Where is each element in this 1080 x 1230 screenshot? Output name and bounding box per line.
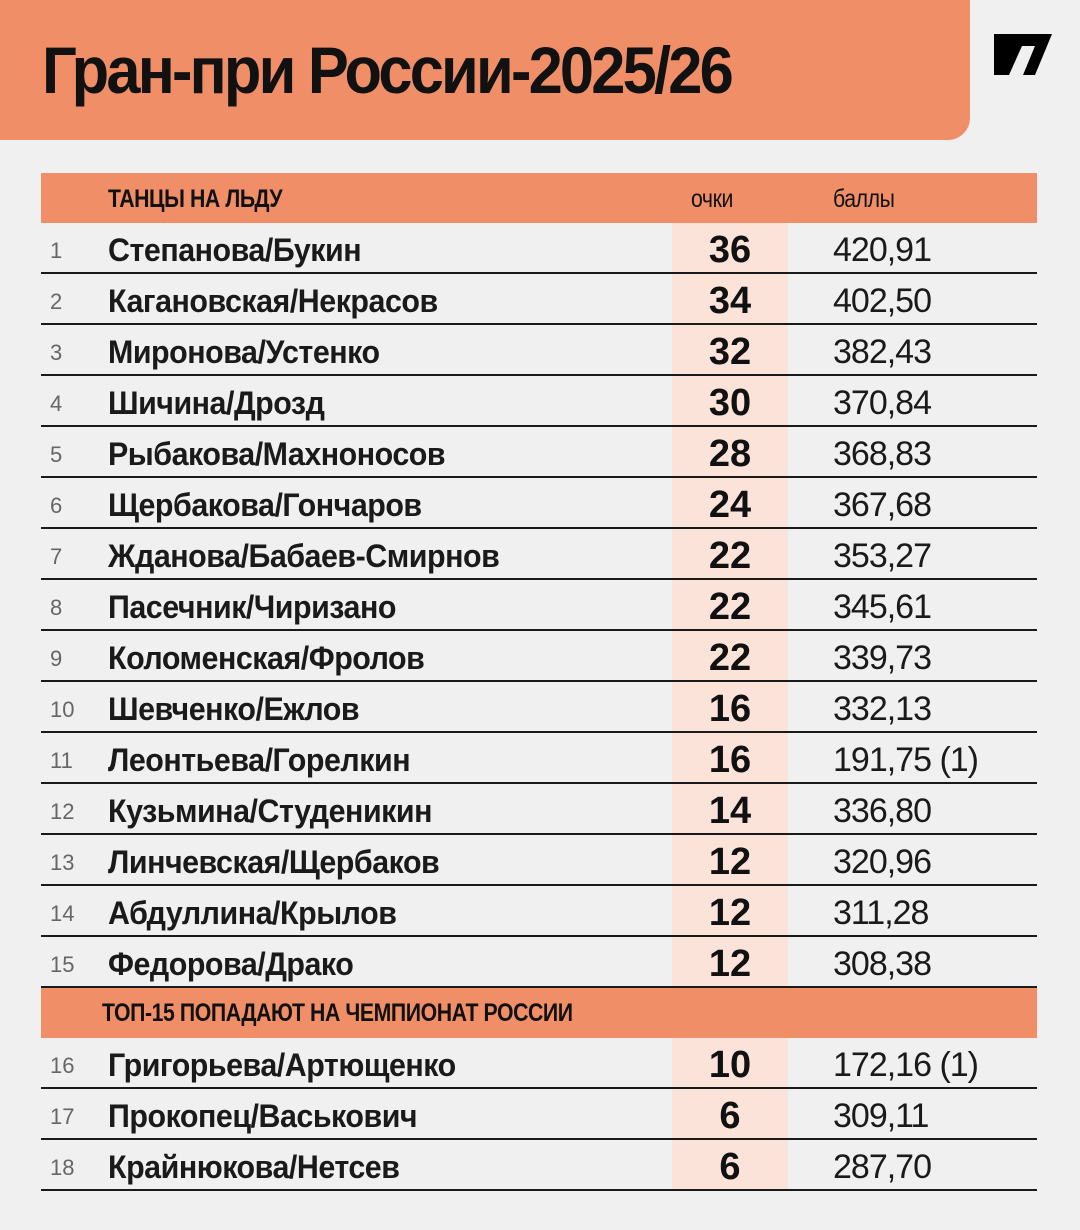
score-cell: 402,50 (833, 282, 931, 320)
points-cell: 34 (708, 280, 752, 322)
pair-name: Щербакова/Гончаров (108, 487, 422, 523)
table-row (41, 1038, 1037, 1089)
rank-cell: 14 (50, 901, 75, 926)
points-cell: 22 (708, 535, 752, 577)
score-cell: 353,27 (833, 537, 931, 575)
points-cell: 22 (708, 637, 752, 679)
points-cell: 24 (708, 484, 752, 526)
title-banner (0, 0, 970, 140)
rank-cell: 9 (50, 646, 63, 671)
rank-cell: 18 (50, 1155, 75, 1180)
table-row (41, 937, 1037, 988)
score-cell: 287,70 (833, 1148, 931, 1186)
rank-cell: 3 (50, 340, 63, 365)
table-row (41, 274, 1037, 325)
pair-name: Коломенская/Фролов (108, 640, 425, 676)
score-cell: 339,73 (833, 639, 931, 677)
table-row (41, 1140, 1037, 1191)
table-row (41, 223, 1037, 274)
discipline-label: ТАНЦЫ НА ЛЬДУ (108, 185, 283, 213)
points-cell: 6 (719, 1095, 741, 1137)
points-cell: 22 (708, 586, 752, 628)
rank-cell: 8 (50, 595, 63, 620)
non-qualified-rows (41, 1038, 1037, 1191)
score-cell: 345,61 (833, 588, 931, 626)
points-cell: 36 (708, 229, 752, 271)
standings-table (41, 173, 1037, 1191)
rank-cell: 10 (50, 697, 75, 722)
points-cell: 32 (708, 331, 752, 373)
table-row (41, 784, 1037, 835)
table-row (41, 835, 1037, 886)
score-cell: 309,11 (833, 1097, 929, 1135)
table-row (41, 631, 1037, 682)
score-cell: 420,91 (833, 231, 931, 269)
pair-name: Миронова/Устенко (108, 334, 380, 370)
pair-name: Пасечник/Чиризано (108, 589, 396, 625)
rank-cell: 6 (50, 493, 63, 518)
qualified-rows (41, 223, 1037, 988)
pair-name: Рыбакова/Махноносов (108, 436, 446, 472)
table-row (41, 427, 1037, 478)
score-cell: 368,83 (833, 435, 931, 473)
points-cell: 6 (719, 1146, 741, 1188)
table-row (41, 325, 1037, 376)
page-title: Гран-при России-2025/26 (42, 33, 731, 107)
table-row (41, 733, 1037, 784)
points-cell: 12 (708, 943, 752, 985)
score-cell: 370,84 (833, 384, 931, 422)
table-row (41, 529, 1037, 580)
pair-name: Степанова/Букин (108, 232, 362, 268)
table-row (41, 580, 1037, 631)
points-cell: 10 (708, 1044, 752, 1086)
pair-name: Жданова/Бабаев-Смирнов (108, 538, 500, 574)
points-cell: 12 (708, 841, 752, 883)
pair-name: Григорьева/Артющенко (108, 1047, 456, 1083)
pair-name: Леонтьева/Горелкин (108, 742, 411, 778)
score-cell: 332,13 (833, 690, 931, 728)
pair-name: Федорова/Драко (108, 946, 354, 982)
points-cell: 16 (708, 688, 752, 730)
score-cell: 172,16 (1) (833, 1046, 978, 1084)
pair-name: Шевченко/Ежлов (108, 691, 360, 727)
rank-cell: 1 (50, 238, 63, 263)
rank-cell: 15 (50, 952, 75, 977)
score-cell: 308,38 (833, 945, 931, 983)
pair-name: Кузьмина/Студеникин (108, 793, 432, 829)
pair-name: Крайнюкова/Нетсев (108, 1149, 400, 1185)
rank-cell: 17 (50, 1104, 75, 1129)
rank-cell: 2 (50, 289, 63, 314)
pair-name: Абдуллина/Крылов (108, 895, 397, 931)
score-cell: 367,68 (833, 486, 931, 524)
pair-name: Прокопец/Васькович (108, 1098, 418, 1134)
table-row (41, 886, 1037, 937)
points-cell: 16 (708, 739, 752, 781)
rank-cell: 12 (50, 799, 75, 824)
table-row (41, 682, 1037, 733)
rank-cell: 11 (50, 748, 73, 773)
table-row (41, 376, 1037, 427)
points-cell: 30 (708, 382, 752, 424)
qualification-note-text: ТОП-15 ПОПАДАЮТ НА ЧЕМПИОНАТ РОССИИ (102, 999, 573, 1027)
table-header (41, 173, 1037, 223)
pair-name: Шичина/Дрозд (108, 385, 325, 421)
pair-name: Кагановская/Некрасов (108, 283, 438, 319)
points-cell: 12 (708, 892, 752, 934)
score-cell: 320,96 (833, 843, 931, 881)
rank-cell: 13 (50, 850, 75, 875)
score-cell: 382,43 (833, 333, 931, 371)
qualification-note (41, 988, 1037, 1038)
score-cell: 336,80 (833, 792, 931, 830)
score-column-header: баллы (833, 185, 895, 213)
rank-cell: 7 (50, 544, 63, 569)
points-column-header: очки (691, 185, 733, 213)
pair-name: Линчевская/Щербаков (108, 844, 440, 880)
table-row (41, 478, 1037, 529)
score-cell: 191,75 (1) (833, 741, 978, 779)
rank-cell: 16 (50, 1053, 75, 1078)
points-cell: 28 (708, 433, 752, 475)
score-cell: 311,28 (833, 894, 929, 932)
brand-logo-icon (994, 34, 1052, 75)
table-row (41, 1089, 1037, 1140)
points-cell: 14 (708, 790, 752, 832)
rank-cell: 5 (50, 442, 63, 467)
rank-cell: 4 (50, 391, 63, 416)
